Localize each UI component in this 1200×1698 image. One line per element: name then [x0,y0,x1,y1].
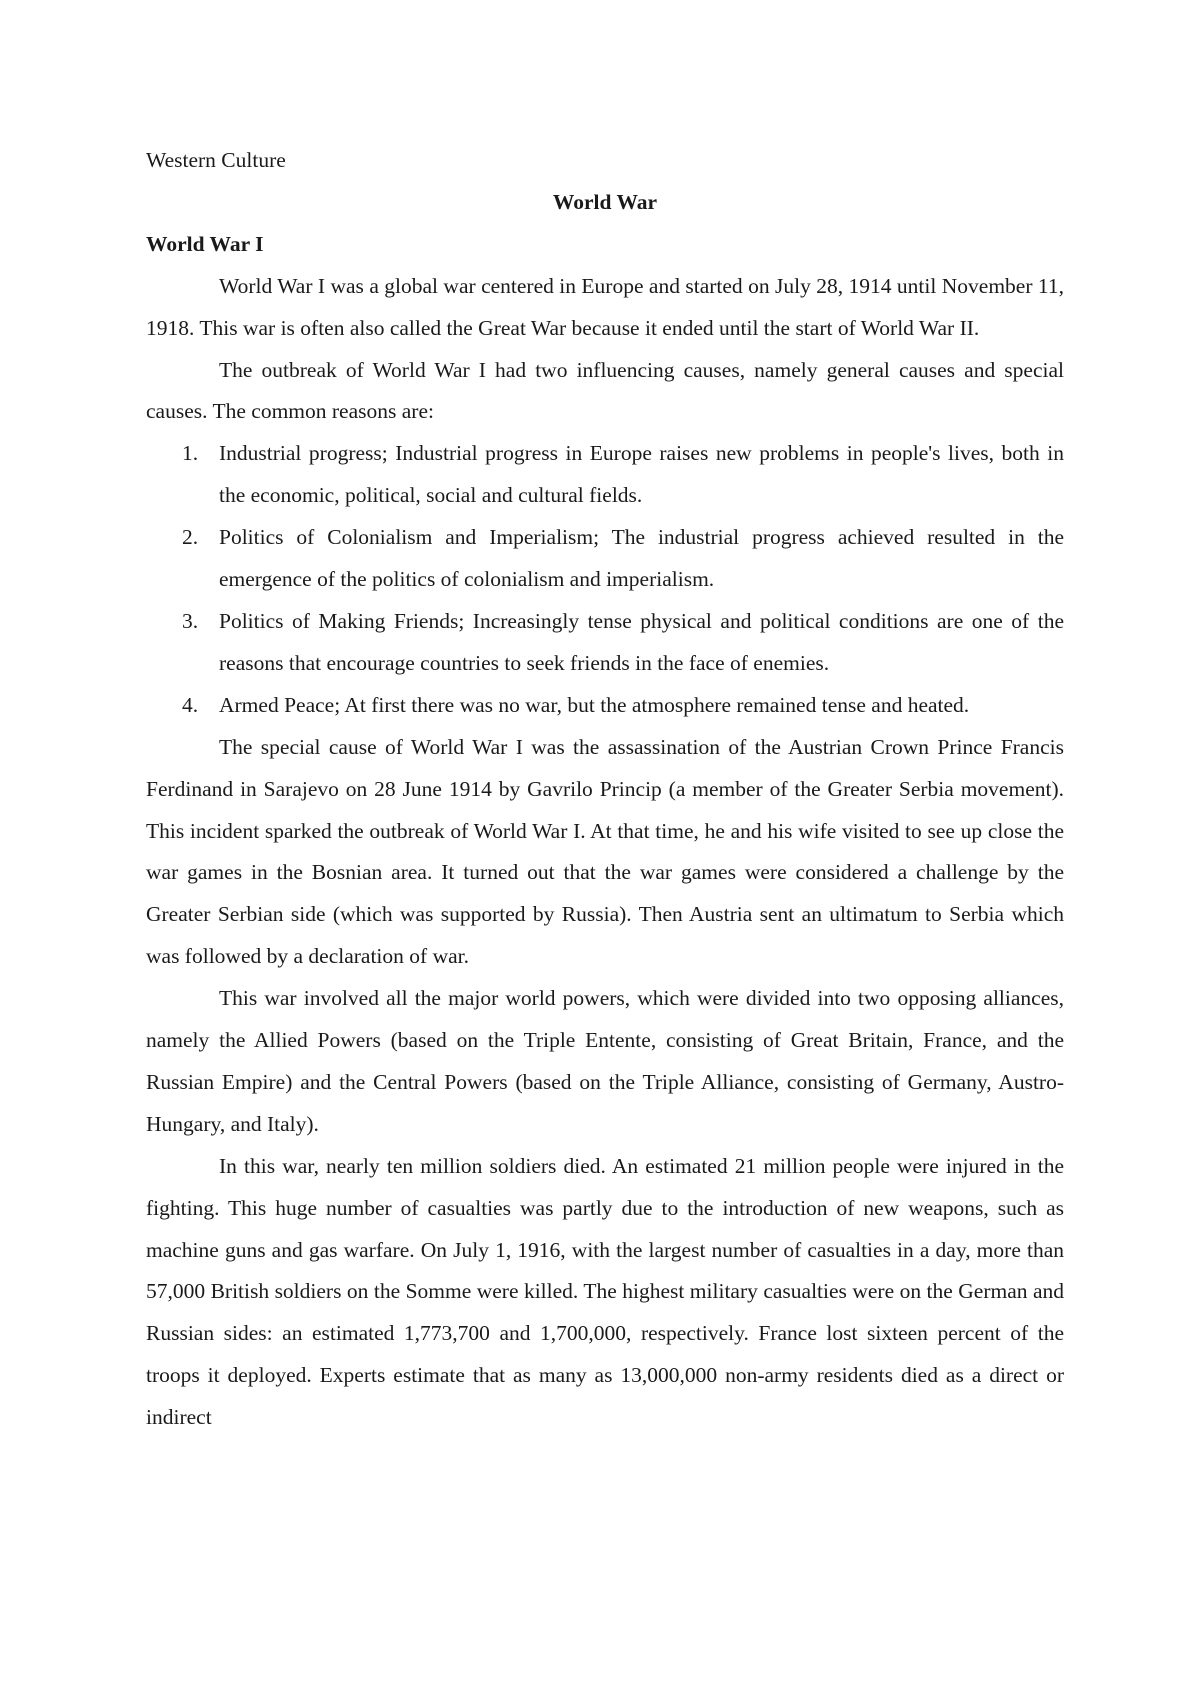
list-item-number: 2. [182,525,199,550]
list-item-text: Industrial progress; Industrial progress in Europe raises new problems in people's lives, both in the economic, political, social and cultural fields. [219,441,1064,508]
paragraph-alliances: This war involved all the major world powers, which were divided into two opposing alliances, namely the Allied Powers (based on the Triple Entente, consisting of Great Britain, France, and the Russian Empire) and the Central Powers (based on the Triple Alliance, consisting of Germany, Austro-Hungary, and Italy). [146,986,1064,1136]
course-name: Western Culture [146,148,286,172]
list-item [146,517,1064,601]
list-item-number: 1. [182,441,199,466]
document-page [146,140,1064,1439]
causes-list [146,433,1064,726]
list-item [146,685,1064,727]
paragraph-special-cause: The special cause of World War I was the assassination of the Austrian Crown Prince Francis Ferdinand in Sarajevo on 28 June 1914 by Gavrilo Princip (a member of the Greater Serbia movement). This incident sparked the outbreak of World War I. At that time, he and his wife visited to see up close the war games in the Bosnian area. It turned out that the war games were considered a challenge by the Greater Serbian side (which was supported by Russia). Then Austria sent an ultimatum to Serbia which was followed by a declaration of war. [146,734,1064,969]
list-item [146,601,1064,685]
list-item-text: Armed Peace; At first there was no war, but the atmosphere remained tense and heated. [219,692,970,717]
paragraph-intro: World War I was a global war centered in Europe and started on July 28, 1914 until November 11, 1918. This war is often also called the Great War because it ended until the start of World War II. [146,273,1064,340]
list-item-number: 3. [182,608,199,633]
list-item [146,433,1064,517]
paragraph-casualties: In this war, nearly ten million soldiers died. An estimated 21 million people were injured in the fighting. This huge number of casualties was partly due to the introduction of new weapons, such as machine guns and gas warfare. On July 1, 1916, with the largest number of casualties in a day, more than 57,000 British soldiers on the Somme were killed. The highest military casualties were on the German and Russian sides: an estimated 1,773,700 and 1,700,000, respectively. France lost sixteen percent of the troops it deployed. Experts estimate that as many as 13,000,000 non-army residents died as a direct or indirect [146,1153,1064,1430]
paragraph-causes-intro: The outbreak of World War I had two influencing causes, namely general causes and special causes. The common reasons are: [146,357,1064,424]
list-item-text: Politics of Making Friends; Increasingly tense physical and political conditions are one of the reasons that encourage countries to seek friends in the face of enemies. [219,608,1064,675]
list-item-text: Politics of Colonialism and Imperialism; The industrial progress achieved resulted in the emergence of the politics of colonialism and imperialism. [219,525,1064,592]
document-title: World War [552,189,658,214]
section-heading: World War I [146,231,264,256]
list-item-number: 4. [182,692,199,717]
